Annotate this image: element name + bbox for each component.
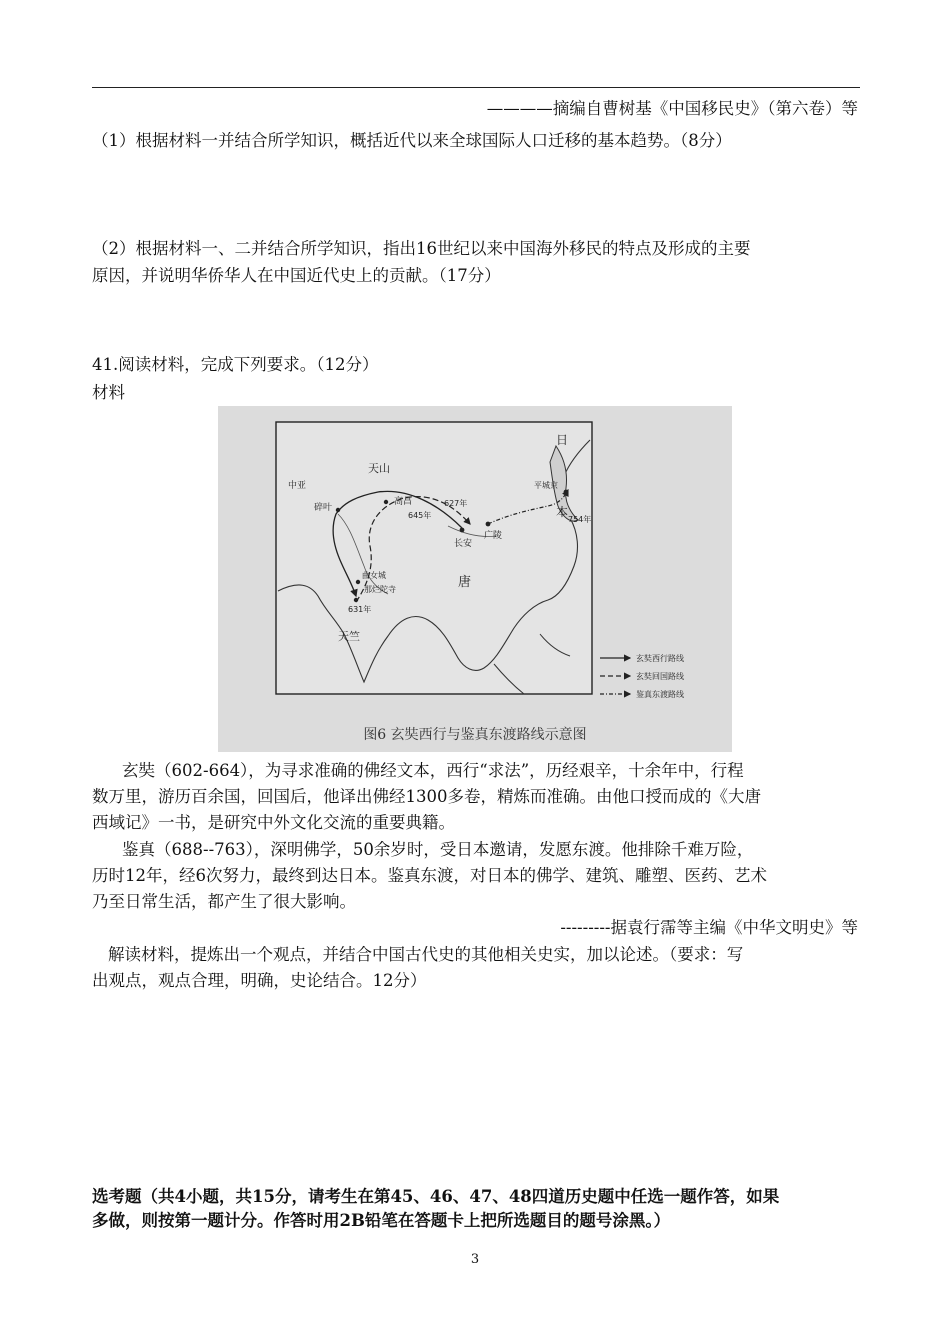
label-ben: 本 (556, 505, 569, 519)
route-map-figure (218, 406, 732, 752)
label-nalantuo: 那烂陀寺 (364, 585, 396, 594)
label-pingchengjing: 平城京 (534, 481, 558, 490)
paragraph-xuanzang-line-3: 西域记》一书，是研究中外文化交流的重要典籍。 (92, 813, 455, 832)
label-y645: 645年 (408, 511, 432, 520)
pingchengjing-dot (564, 490, 569, 495)
elective-instruction-line-1: 选考题（共4小题，共15分，请考生在第45、46、47、48四道历史题中任选一题作答，如果 (92, 1187, 780, 1206)
qunv-dot (356, 580, 360, 584)
changan-dot (460, 528, 465, 533)
label-changan: 长安 (454, 539, 473, 549)
legend-east-label: 鉴真东渡路线 (636, 690, 684, 699)
page-number: 3 (470, 1252, 480, 1267)
label-tang: 唐 (458, 575, 472, 590)
label-ri: 日 (556, 433, 569, 447)
task-line-2: 出观点，观点合理，明确，史论结合。12分） (92, 971, 427, 990)
question-41-title: 41.阅读材料，完成下列要求。（12分） (92, 355, 379, 374)
source-citation-1: ————摘编自曹树基《中国移民史》（第六卷）等 (486, 99, 858, 118)
paragraph-xuanzang-line-1: 玄奘（602-664），为寻求准确的佛经文本，西行“求法”，历经艰辛，十余年中，行程 (122, 761, 744, 780)
guangling-dot (486, 522, 491, 527)
paragraph-jianzhen-line-2: 历时12年，经6次努力，最终到达日本。鉴真东渡，对日本的佛学、建筑、雕塑、医药、艺术 (92, 866, 767, 885)
question-1: （1）根据材料一并结合所学知识，概括近代以来全球国际人口迁移的基本趋势。（8分） (92, 131, 732, 150)
label-y754: 754年 (568, 515, 592, 524)
route-map-svg (218, 406, 732, 752)
gaochang-dot (384, 500, 388, 504)
paragraph-xuanzang-line-2: 数万里，游历百余国，回国后，他译出佛经1300多卷，精炼而准确。由他口授而成的《大唐 (92, 787, 761, 806)
task-line-1: 解读材料，提炼出一个观点，并结合中国古代史的其他相关史实，加以论述。（要求：写 (108, 945, 744, 964)
paragraph-jianzhen-line-3: 乃至日常生活，都产生了很大影响。 (92, 892, 356, 911)
label-y631: 631年 (348, 605, 372, 614)
material-label: 材料 (92, 383, 125, 402)
label-qunv: 曲女城 (362, 571, 386, 580)
question-2-line-2: 原因，并说明华侨华人在中国近代史上的贡献。（17分） (92, 266, 501, 285)
label-suiye: 碎叶 (314, 503, 333, 513)
nalantuo-dot (354, 598, 358, 602)
legend-west-label: 玄奘西行路线 (636, 654, 684, 663)
map-caption: 图6 玄奘西行与鉴真东渡路线示意图 (363, 727, 587, 743)
paragraph-jianzhen-line-1: 鉴真（688--763），深明佛学，50余岁时，受日本邀请，发愿东渡。他排除千难万险， (122, 840, 754, 859)
top-rule (92, 87, 860, 88)
map-legend (600, 653, 684, 699)
source-citation-2: ---------据袁行霈等主编《中华文明史》等 (560, 918, 858, 937)
label-y627: 627年 (444, 499, 468, 508)
elective-instruction-line-2: 多做，则按第一题计分。作答时用2B铅笔在答题卡上把所选题目的题号涂黑。） (92, 1211, 671, 1230)
map-frame (276, 422, 592, 694)
label-tianshan: 天山 (368, 462, 390, 475)
label-tianzhu: 天竺 (338, 630, 360, 643)
label-zhongya: 中亚 (288, 481, 307, 491)
label-guangling: 广陵 (484, 531, 503, 541)
question-2-line-1: （2）根据材料一、二并结合所学知识，指出16世纪以来中国海外移民的特点及形成的主要 (92, 239, 751, 258)
label-gaochang: 高昌 (394, 497, 413, 507)
suiye-dot (336, 508, 340, 512)
legend-back-label: 玄奘回国路线 (636, 672, 684, 681)
